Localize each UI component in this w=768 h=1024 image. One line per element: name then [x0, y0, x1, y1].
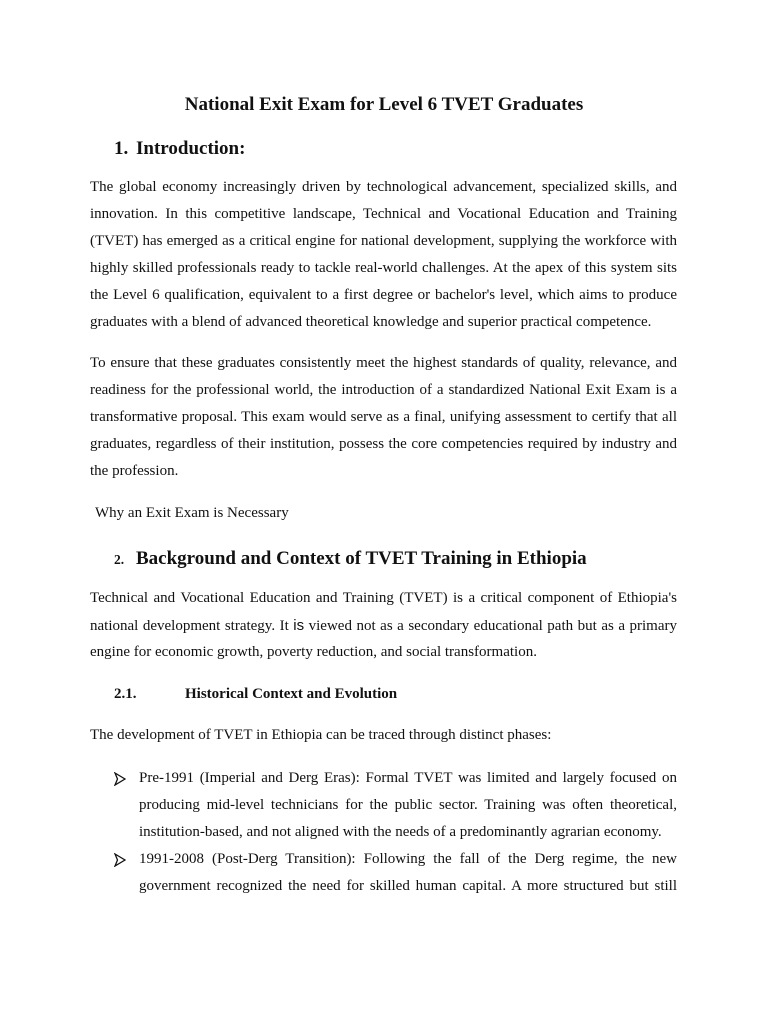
text-line: The global economy increasingly driven by technological advancement, specialized skills, and	[90, 179, 677, 195]
text-line: Technical and Vocational Education and Training (TVET) is a critical component of Ethiopia's	[90, 590, 677, 606]
historical-intro	[90, 722, 677, 749]
text-line: the Level 6 qualification, equivalent to a first degree or bachelor's level, which aims to produce	[90, 287, 677, 303]
text-line: highly skilled professionals ready to tackle real-world challenges. At the apex of this system sits	[90, 260, 677, 276]
text-line: government recognized the need for skilled human capital. A more structured but still	[139, 878, 677, 894]
subsection-number: 2.1.	[114, 686, 137, 702]
intro-paragraph-1	[90, 174, 677, 336]
list-item	[114, 765, 677, 846]
text-line: institution-based, and not aligned with the needs of a predominantly agrarian economy.	[139, 824, 662, 840]
text-line: (TVET) has emerged as a critical engine for national development, supplying the workforce with	[90, 233, 677, 249]
section-heading-background	[114, 546, 587, 573]
text-line: the profession.	[90, 463, 179, 479]
intro-paragraph-2	[90, 350, 677, 485]
section-number: 1.	[114, 138, 129, 159]
section-number: 2.	[114, 552, 125, 567]
section-heading-text: Background and Context of TVET Training in Ethiopia	[136, 548, 587, 569]
text-line: Pre-1991 (Imperial and Derg Eras): Formal TVET was limited and largely focused on	[139, 770, 677, 786]
text-line: producing mid-level technicians for the public sector. Training was often theoretical,	[139, 797, 677, 813]
text-line: engine for economic growth, poverty reduction, and social transformation.	[90, 644, 537, 660]
phase-list	[114, 765, 677, 900]
text-fragment: viewed not as a secondary educational path but as a primary	[304, 618, 677, 634]
text-line: graduates with a blend of advanced theoretical knowledge and superior practical competence.	[90, 314, 652, 330]
text-line: 1991-2008 (Post-Derg Transition): Following the fall of the Derg regime, the new	[139, 851, 677, 867]
text-line: To ensure that these graduates consistently meet the highest standards of quality, relevance, and	[90, 355, 677, 371]
text-line: innovation. In this competitive landscape, Technical and Vocational Education and Training	[90, 206, 677, 222]
document-title: National Exit Exam for Level 6 TVET Graduates	[184, 94, 584, 115]
text-line: readiness for the professional world, the introduction of a standardized National Exit Exam is a	[90, 382, 677, 398]
exit-exam-subheading: Why an Exit Exam is Necessary	[95, 505, 289, 521]
arrow-bullet-icon	[114, 772, 126, 786]
text-line: transformative proposal. This exam would serve as a final, unifying assessment to certify that all	[90, 409, 677, 425]
list-item	[114, 846, 677, 900]
text-line: The development of TVET in Ethiopia can be traced through distinct phases:	[90, 727, 552, 743]
section-heading-text: Introduction:	[136, 138, 246, 159]
subsection-heading-text: Historical Context and Evolution	[185, 686, 398, 702]
text-line	[90, 612, 677, 639]
arrow-bullet-icon	[114, 853, 126, 867]
text-fragment: is	[293, 617, 305, 634]
subsection-heading-historical	[114, 683, 397, 705]
background-paragraph	[90, 585, 677, 666]
text-line: graduates, regardless of their institution, possess the core competencies required by industry and	[90, 436, 677, 452]
text-fragment: national development strategy. It	[90, 618, 294, 634]
section-heading-introduction	[114, 136, 245, 162]
